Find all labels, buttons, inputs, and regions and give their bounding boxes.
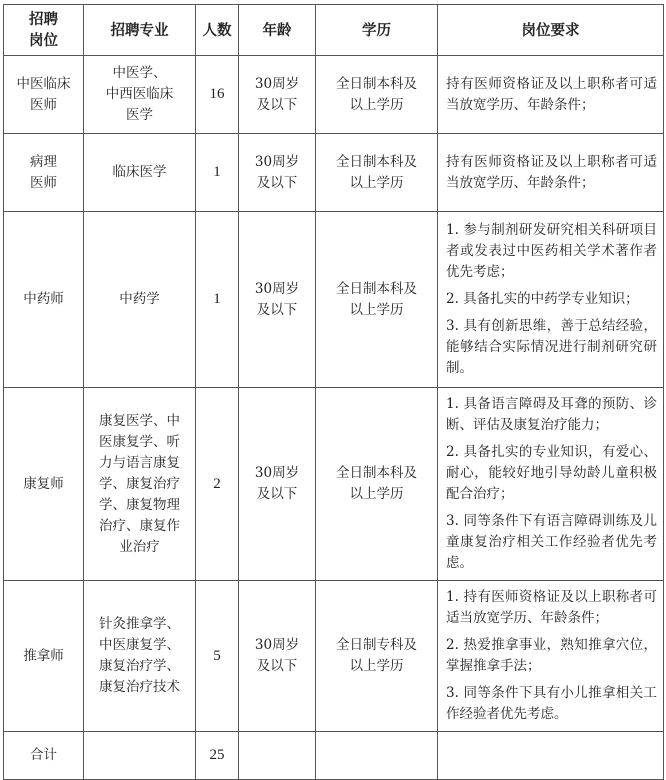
major-cell <box>84 581 196 732</box>
major-cell-line: 康复医学、中 <box>99 412 180 429</box>
count-cell: 5 <box>196 581 239 732</box>
education-cell-line: 全日制本科及 <box>336 465 417 481</box>
position-cell-line: 医师 <box>30 174 57 191</box>
age-cell-line: 及以下 <box>256 96 298 113</box>
requirement-item: 1. 参与制剂研发研究相关科研项目者或发表过中医药相关学术著作者优先考虑； <box>446 222 657 280</box>
requirements-cell <box>438 581 664 732</box>
education-cell-line: 以上学历 <box>349 301 404 318</box>
major-cell-line: 中药学 <box>119 291 160 307</box>
major-cell-line: 中医康复学、 <box>99 637 180 653</box>
age-cell-line: 30周岁 <box>254 153 300 170</box>
major-cell-line: 医康复学、听 <box>99 433 180 450</box>
education-cell <box>316 581 438 732</box>
major-cell-line: 康复治疗技术 <box>99 679 180 695</box>
table-row <box>4 134 664 212</box>
empty-cell <box>239 732 316 780</box>
age-cell <box>239 56 316 134</box>
education-cell-line: 全日制专科及 <box>336 637 417 653</box>
education-cell-line: 以上学历 <box>349 658 404 674</box>
count-cell: 2 <box>196 388 239 581</box>
major-cell-line: 康复治疗学、 <box>99 658 180 674</box>
major-cell-line: 业治疗 <box>119 538 160 555</box>
major-cell-line: 学、康复治疗 <box>99 475 180 492</box>
table-row <box>4 56 664 134</box>
requirement-item: 3. 同等条件下有语言障碍训练及儿童康复治疗相关工作经验者优先考虑。 <box>446 513 657 571</box>
position-cell-line: 医师 <box>30 96 57 113</box>
major-cell-line: 针灸推拿学、 <box>99 616 180 632</box>
age-cell <box>239 581 316 732</box>
requirement-item: 3. 同等条件下具有小儿推拿相关工作经验者优先考虑。 <box>446 685 657 722</box>
age-cell-line: 及以下 <box>256 174 298 191</box>
requirement-item: 2. 热爱推拿事业，熟知推拿穴位，掌握推拿手法； <box>446 637 657 674</box>
empty-cell <box>316 732 438 780</box>
major-cell-line: 中西医临床 <box>105 86 174 102</box>
header-position: 招聘 岗位 <box>4 5 84 56</box>
requirements-cell <box>438 134 664 212</box>
age-cell <box>239 134 316 212</box>
major-cell <box>84 56 196 134</box>
table-row <box>4 388 664 581</box>
requirements-cell <box>438 56 664 134</box>
position-cell <box>4 134 84 212</box>
major-cell <box>84 388 196 581</box>
education-cell-line: 全日制本科及 <box>336 153 417 170</box>
requirement-item: 持有医师资格证及以上职称者可适当放宽学历、年龄条件； <box>446 75 657 113</box>
major-cell-line: 中医学、 <box>112 65 167 81</box>
education-cell <box>316 388 438 581</box>
position-cell-line: 推拿师 <box>23 647 64 664</box>
age-cell-line: 30周岁 <box>254 465 300 481</box>
education-cell <box>316 56 438 134</box>
education-cell-line: 以上学历 <box>349 96 404 113</box>
age-cell-line: 及以下 <box>256 486 298 502</box>
requirement-item: 1. 具备语言障碍及耳聋的预防、诊断、评估及康复治疗能力； <box>446 396 657 433</box>
age-cell-line: 及以下 <box>256 658 298 674</box>
age-cell-line: 30周岁 <box>254 280 300 297</box>
requirements-cell <box>438 212 664 388</box>
count-cell: 1 <box>196 212 239 388</box>
header-age: 年龄 <box>239 5 316 56</box>
age-cell <box>239 388 316 581</box>
header-major: 招聘专业 <box>84 5 196 56</box>
education-cell <box>316 212 438 388</box>
position-cell-line: 中医临床 <box>16 75 71 92</box>
major-cell-line: 学、康复物理 <box>99 496 180 513</box>
education-cell-line: 全日制本科及 <box>336 75 417 92</box>
header-count: 人数 <box>196 5 239 56</box>
table-row <box>4 581 664 732</box>
header-education: 学历 <box>316 5 438 56</box>
recruitment-table <box>3 4 664 780</box>
major-cell <box>84 134 196 212</box>
education-cell <box>316 134 438 212</box>
table-row <box>4 212 664 388</box>
count-cell: 1 <box>196 134 239 212</box>
age-cell <box>239 212 316 388</box>
count-cell: 16 <box>196 56 239 134</box>
age-cell-line: 及以下 <box>256 301 298 318</box>
position-cell-line: 病理 <box>30 153 57 170</box>
major-cell-line: 医学 <box>126 107 153 123</box>
total-count: 25 <box>196 732 239 780</box>
education-cell-line: 以上学历 <box>349 486 404 502</box>
education-cell-line: 全日制本科及 <box>336 280 417 297</box>
empty-cell <box>438 732 664 780</box>
major-cell-line: 临床医学 <box>112 164 167 180</box>
position-cell-line: 康复师 <box>23 475 64 492</box>
requirement-item: 2. 具备扎实的中药学专业知识； <box>446 291 639 307</box>
education-cell-line: 以上学历 <box>349 174 404 191</box>
position-cell <box>4 212 84 388</box>
requirement-item: 持有医师资格证及以上职称者可适当放宽学历、年龄条件； <box>446 153 657 191</box>
position-cell <box>4 56 84 134</box>
position-cell <box>4 581 84 732</box>
empty-cell <box>84 732 196 780</box>
requirement-item: 3. 具有创新思维，善于总结经验，能够结合实际情况进行制剂研究研制。 <box>446 318 657 376</box>
position-cell <box>4 388 84 581</box>
age-cell-line: 30周岁 <box>254 637 300 653</box>
major-cell-line: 力与语言康复 <box>99 454 180 471</box>
total-label: 合计 <box>4 732 84 780</box>
major-cell-line: 治疗、康复作 <box>99 517 180 534</box>
header-row <box>4 5 664 56</box>
requirements-cell <box>438 388 664 581</box>
major-cell <box>84 212 196 388</box>
requirement-item: 2. 具备扎实的专业知识，有爱心、耐心，能较好地引导幼龄儿童积极配合治疗； <box>446 444 657 502</box>
header-requirements: 岗位要求 <box>438 5 664 56</box>
age-cell-line: 30周岁 <box>254 75 300 92</box>
requirement-item: 1. 持有医师资格证及以上职称者可适当放宽学历、年龄条件； <box>446 589 657 626</box>
total-row <box>4 732 664 780</box>
position-cell-line: 中药师 <box>23 291 64 307</box>
